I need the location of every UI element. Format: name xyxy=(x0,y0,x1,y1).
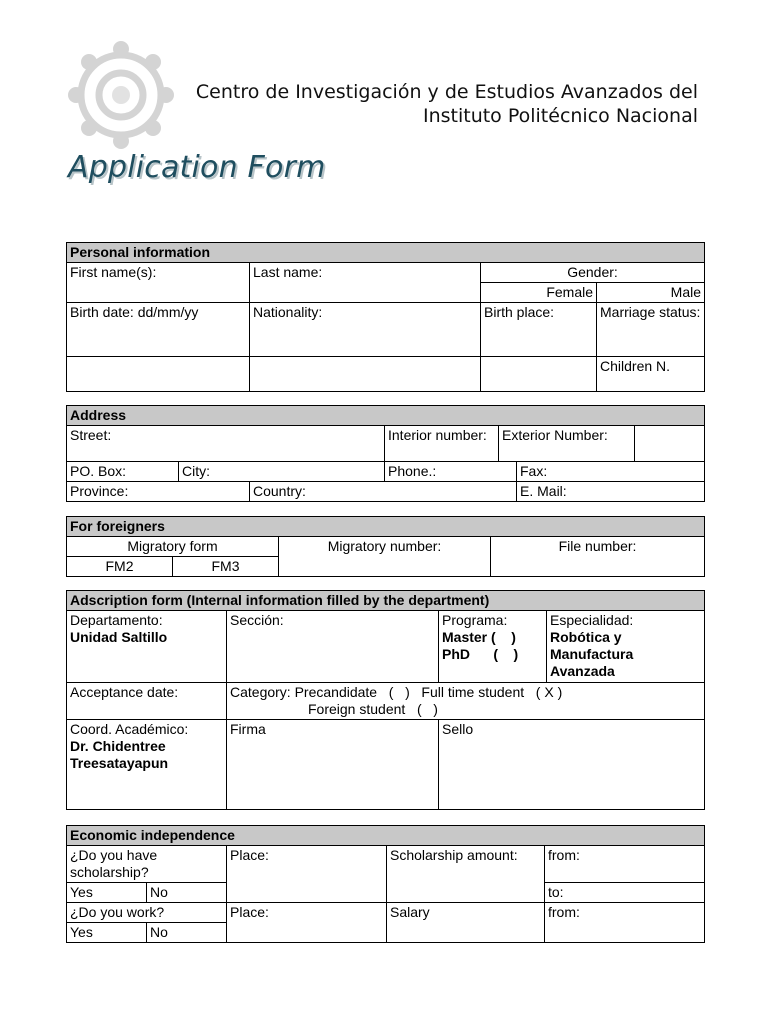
scholarship-yes-option[interactable]: Yes xyxy=(67,883,147,903)
coord-academico-value: Dr. Chidentree Treesatayapun xyxy=(70,738,169,771)
nationality-input[interactable] xyxy=(250,357,481,392)
programa-field[interactable] xyxy=(439,611,547,683)
firma-field[interactable]: Firma xyxy=(227,720,439,810)
birth-date-field[interactable]: Birth date: dd/mm/yy xyxy=(67,303,250,357)
gender-label: Gender: xyxy=(481,263,705,283)
departamento-label: Departamento: xyxy=(70,612,163,628)
category-line2: Foreign student ( ) xyxy=(308,701,438,717)
gender-male-option[interactable]: Male xyxy=(597,283,705,303)
adscription-heading: Adscription form (Internal information filled by the department) xyxy=(67,591,705,611)
category-line1: Category: Precandidate ( ) Full time student ( X ) xyxy=(230,684,563,700)
gender-female-option[interactable]: Female xyxy=(481,283,597,303)
foreigners-heading: For foreigners xyxy=(67,517,705,537)
scholarship-to-field[interactable]: to: xyxy=(545,883,705,903)
phone-field[interactable]: Phone.: xyxy=(385,462,517,482)
first-name-field[interactable]: First name(s): xyxy=(67,263,250,303)
especialidad-value: Robótica y Manufactura Avanzada xyxy=(550,629,634,679)
exterior-number-input[interactable] xyxy=(635,426,705,462)
city-field[interactable]: City: xyxy=(179,462,385,482)
sello-field[interactable]: Sello xyxy=(439,720,705,810)
file-number-field[interactable]: File number: xyxy=(491,537,705,577)
institution-name-line2: Instituto Politécnico Nacional xyxy=(422,105,698,127)
personal-information-section xyxy=(66,242,704,392)
departamento-value: Unidad Saltillo xyxy=(70,629,168,645)
scholarship-no-option[interactable]: No xyxy=(147,883,227,903)
street-field[interactable]: Street: xyxy=(67,426,385,462)
scholarship-question: ¿Do you have scholarship? xyxy=(67,846,227,883)
email-field[interactable]: E. Mail: xyxy=(517,482,705,502)
institution-logo-icon xyxy=(66,40,176,150)
seccion-field[interactable]: Sección: xyxy=(227,611,439,683)
migratory-form-label: Migratory form xyxy=(67,537,279,557)
fm3-option[interactable]: FM3 xyxy=(173,557,279,577)
scholarship-place-field[interactable]: Place: xyxy=(227,846,387,903)
institution-name xyxy=(196,80,698,128)
programa-phd-option[interactable]: PhD ( ) xyxy=(442,646,519,662)
birth-date-input[interactable] xyxy=(67,357,250,392)
work-yes-option[interactable]: Yes xyxy=(67,923,147,943)
economic-heading: Economic independence xyxy=(67,826,705,846)
foreigners-section xyxy=(66,516,704,577)
personal-information-heading: Personal information xyxy=(67,243,705,263)
address-heading: Address xyxy=(67,406,705,426)
departamento-field[interactable] xyxy=(67,611,227,683)
especialidad-field[interactable] xyxy=(547,611,705,683)
scholarship-from-field[interactable]: from: xyxy=(545,846,705,883)
po-box-field[interactable]: PO. Box: xyxy=(67,462,179,482)
programa-label: Programa: xyxy=(442,612,508,628)
migratory-number-field[interactable]: Migratory number: xyxy=(279,537,491,577)
country-field[interactable]: Country: xyxy=(250,482,517,502)
form-title: Application Form xyxy=(68,150,326,185)
acceptance-date-field[interactable]: Acceptance date: xyxy=(67,683,227,720)
birth-place-input[interactable] xyxy=(481,357,597,392)
coord-academico-field[interactable] xyxy=(67,720,227,810)
work-place-field[interactable]: Place: xyxy=(227,903,387,943)
fax-field[interactable]: Fax: xyxy=(517,462,705,482)
children-number-field[interactable]: Children N. xyxy=(597,357,705,392)
coord-academico-label: Coord. Académico: xyxy=(70,721,189,737)
marriage-status-field[interactable]: Marriage status: xyxy=(597,303,705,357)
especialidad-label: Especialidad: xyxy=(550,612,634,628)
province-field[interactable]: Province: xyxy=(67,482,250,502)
address-section xyxy=(66,405,704,502)
last-name-field[interactable]: Last name: xyxy=(250,263,481,303)
institution-name-line1: Centro de Investigación y de Estudios Avanzados del xyxy=(195,81,698,103)
interior-number-field[interactable]: Interior number: xyxy=(385,426,499,462)
fm2-option[interactable]: FM2 xyxy=(67,557,173,577)
category-field[interactable] xyxy=(227,683,705,720)
adscription-section xyxy=(66,590,704,810)
work-question: ¿Do you work? xyxy=(67,903,227,923)
salary-field[interactable]: Salary xyxy=(387,903,545,943)
work-no-option[interactable]: No xyxy=(147,923,227,943)
economic-section xyxy=(66,825,704,943)
nationality-field[interactable]: Nationality: xyxy=(250,303,481,357)
birth-place-field[interactable]: Birth place: xyxy=(481,303,597,357)
programa-master-option[interactable]: Master ( ) xyxy=(442,629,516,645)
scholarship-amount-field[interactable]: Scholarship amount: xyxy=(387,846,545,903)
exterior-number-field[interactable]: Exterior Number: xyxy=(499,426,635,462)
work-from-field[interactable]: from: xyxy=(545,903,705,943)
